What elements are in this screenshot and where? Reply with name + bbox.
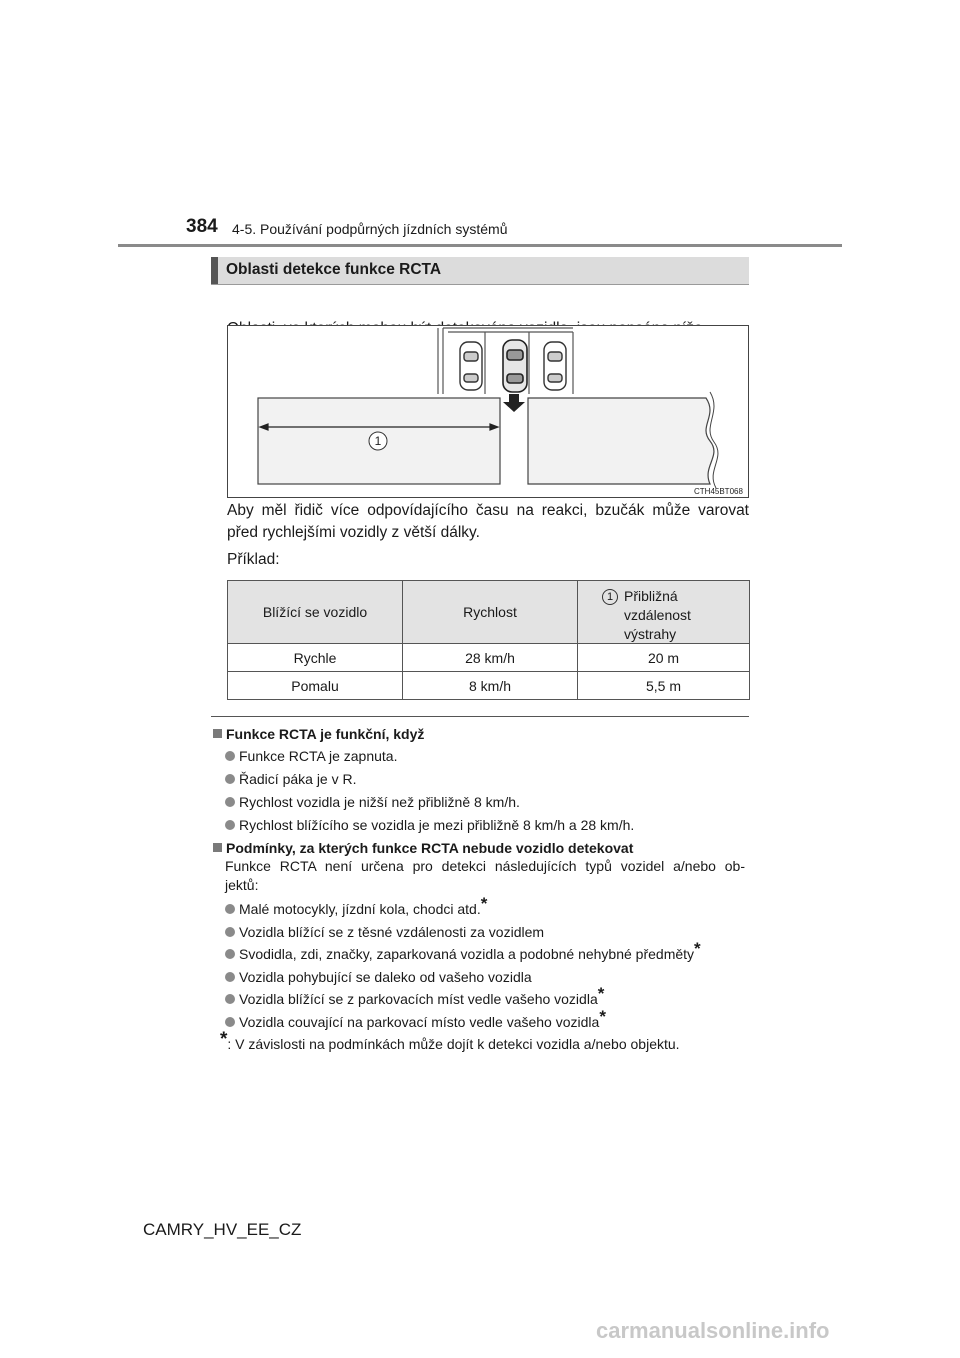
reaction-time-line-2: před rychlejšími vozidly z větší dálky. [227, 524, 480, 541]
list-item-text: Svodidla, zdi, značky, zaparkovaná vozidla a podobné nehybné předměty [239, 946, 695, 962]
asterisk-icon: * [480, 894, 488, 913]
list-item [225, 984, 605, 1007]
list-item [225, 794, 520, 810]
warning-distance-table [227, 580, 750, 700]
header-distance-line-2: vzdálenost [624, 607, 691, 623]
footnote-text: : V závislosti na podmínkách může dojít k detekci vozidla a/nebo objektu. [227, 1036, 680, 1052]
list-item [225, 748, 397, 764]
list-item-text: Malé motocykly, jízdní kola, chodci atd. [239, 901, 481, 917]
asterisk-icon: * [694, 939, 701, 958]
conditions-title-text: Funkce RCTA je funkční, když [226, 726, 425, 742]
section-rule [211, 716, 749, 717]
example-label: Příklad: [227, 551, 280, 568]
header-distance [578, 581, 750, 644]
list-item-text: Rychlost vozidla je nižší než přibližně 8 km/h. [239, 794, 520, 810]
header-speed: Rychlost [403, 581, 578, 644]
footnote [220, 1029, 680, 1052]
asterisk-icon: * [220, 1029, 228, 1050]
detection-zone-right [528, 398, 714, 484]
list-item [225, 924, 544, 940]
section-header-bar [211, 257, 218, 284]
non-detection-title [213, 840, 633, 856]
non-detection-desc-line-2: jektů: [225, 877, 259, 893]
list-item [225, 771, 357, 787]
list-item-text: Řadicí páka je v R. [239, 771, 357, 787]
list-item [225, 817, 634, 833]
bullet-icon [225, 751, 235, 761]
table-cell: 20 m [578, 644, 750, 672]
header-rule [118, 244, 842, 247]
bullet-icon [225, 972, 235, 982]
callout-1-icon: 1 [602, 589, 618, 605]
table-cell: Rychle [228, 644, 403, 672]
header-distance-label [624, 587, 691, 644]
reaction-time-line-1: Aby měl řidič více odpovídajícího času na reakci, bzučák může varovat [227, 502, 749, 519]
section-header [211, 257, 749, 285]
bullet-icon [225, 994, 235, 1004]
bullet-icon [225, 820, 235, 830]
bullet-icon [225, 1017, 235, 1027]
table-cell: 5,5 m [578, 672, 750, 700]
table-cell: 28 km/h [403, 644, 578, 672]
chapter-title: 4-5. Používání podpůrných jízdních systémů [232, 221, 508, 237]
list-item-text: Rychlost blížícího se vozidla je mezi přibližně 8 km/h a 28 km/h. [239, 817, 635, 833]
list-item-text: Vozidla blížící se z parkovacích míst vedle vašeho vozidla [239, 991, 598, 1007]
bullet-icon [225, 774, 235, 784]
asterisk-icon: * [599, 1007, 606, 1026]
callout-1-label: 1 [374, 434, 382, 448]
diagram-code: CTH45BT068 [694, 487, 743, 496]
reaction-time-text [227, 500, 749, 544]
callout-1-icon [369, 432, 387, 450]
table-header-row [228, 581, 750, 644]
list-item-text: Vozidla couvající na parkovací místo vedle vašeho vozidla [239, 1014, 600, 1030]
table-cell: Pomalu [228, 672, 403, 700]
list-item [225, 894, 488, 917]
list-item-text: Vozidla blížící se z těsné vzdálenosti za vozidlem [239, 924, 545, 940]
page-number: 384 [186, 216, 218, 237]
header-distance-line-3: výstrahy [624, 626, 677, 642]
non-detection-desc [225, 857, 745, 895]
header-vehicle: Blížící se vozidlo [228, 581, 403, 644]
list-item [225, 969, 532, 985]
parked-car-right [544, 342, 566, 390]
table-row [228, 644, 750, 672]
section-title: Oblasti detekce funkce RCTA [226, 261, 442, 278]
bullet-icon [225, 949, 235, 959]
square-bullet-icon [213, 843, 222, 852]
square-bullet-icon [213, 729, 222, 738]
document-code: CAMRY_HV_EE_CZ [143, 1220, 302, 1239]
zone-break-line [710, 392, 718, 488]
watermark: carmanualsonline.info [596, 1318, 830, 1343]
asterisk-icon: * [597, 984, 605, 1003]
list-item-text: Vozidla pohybující se daleko od vašeho vozidla [239, 969, 532, 985]
detection-area-diagram [227, 325, 749, 498]
table-cell: 8 km/h [403, 672, 578, 700]
bullet-icon [225, 904, 235, 914]
header-distance-line-1: Přibližná [624, 588, 678, 604]
table-row [228, 672, 750, 700]
list-item-text: Funkce RCTA je zapnuta. [239, 748, 398, 764]
parked-car-left [460, 342, 482, 390]
non-detection-desc-line-1: Funkce RCTA není určena pro detekci následujících typů vozidel a/nebo ob- [225, 858, 745, 874]
list-item [225, 939, 701, 962]
own-car [503, 340, 527, 392]
bullet-icon [225, 927, 235, 937]
diagram-svg [228, 326, 748, 497]
reverse-arrow-icon [503, 394, 525, 412]
non-detection-title-text: Podmínky, za kterých funkce RCTA nebude vozidlo detekovat [226, 840, 634, 856]
list-item [225, 1007, 606, 1030]
conditions-title [213, 726, 424, 742]
bullet-icon [225, 797, 235, 807]
